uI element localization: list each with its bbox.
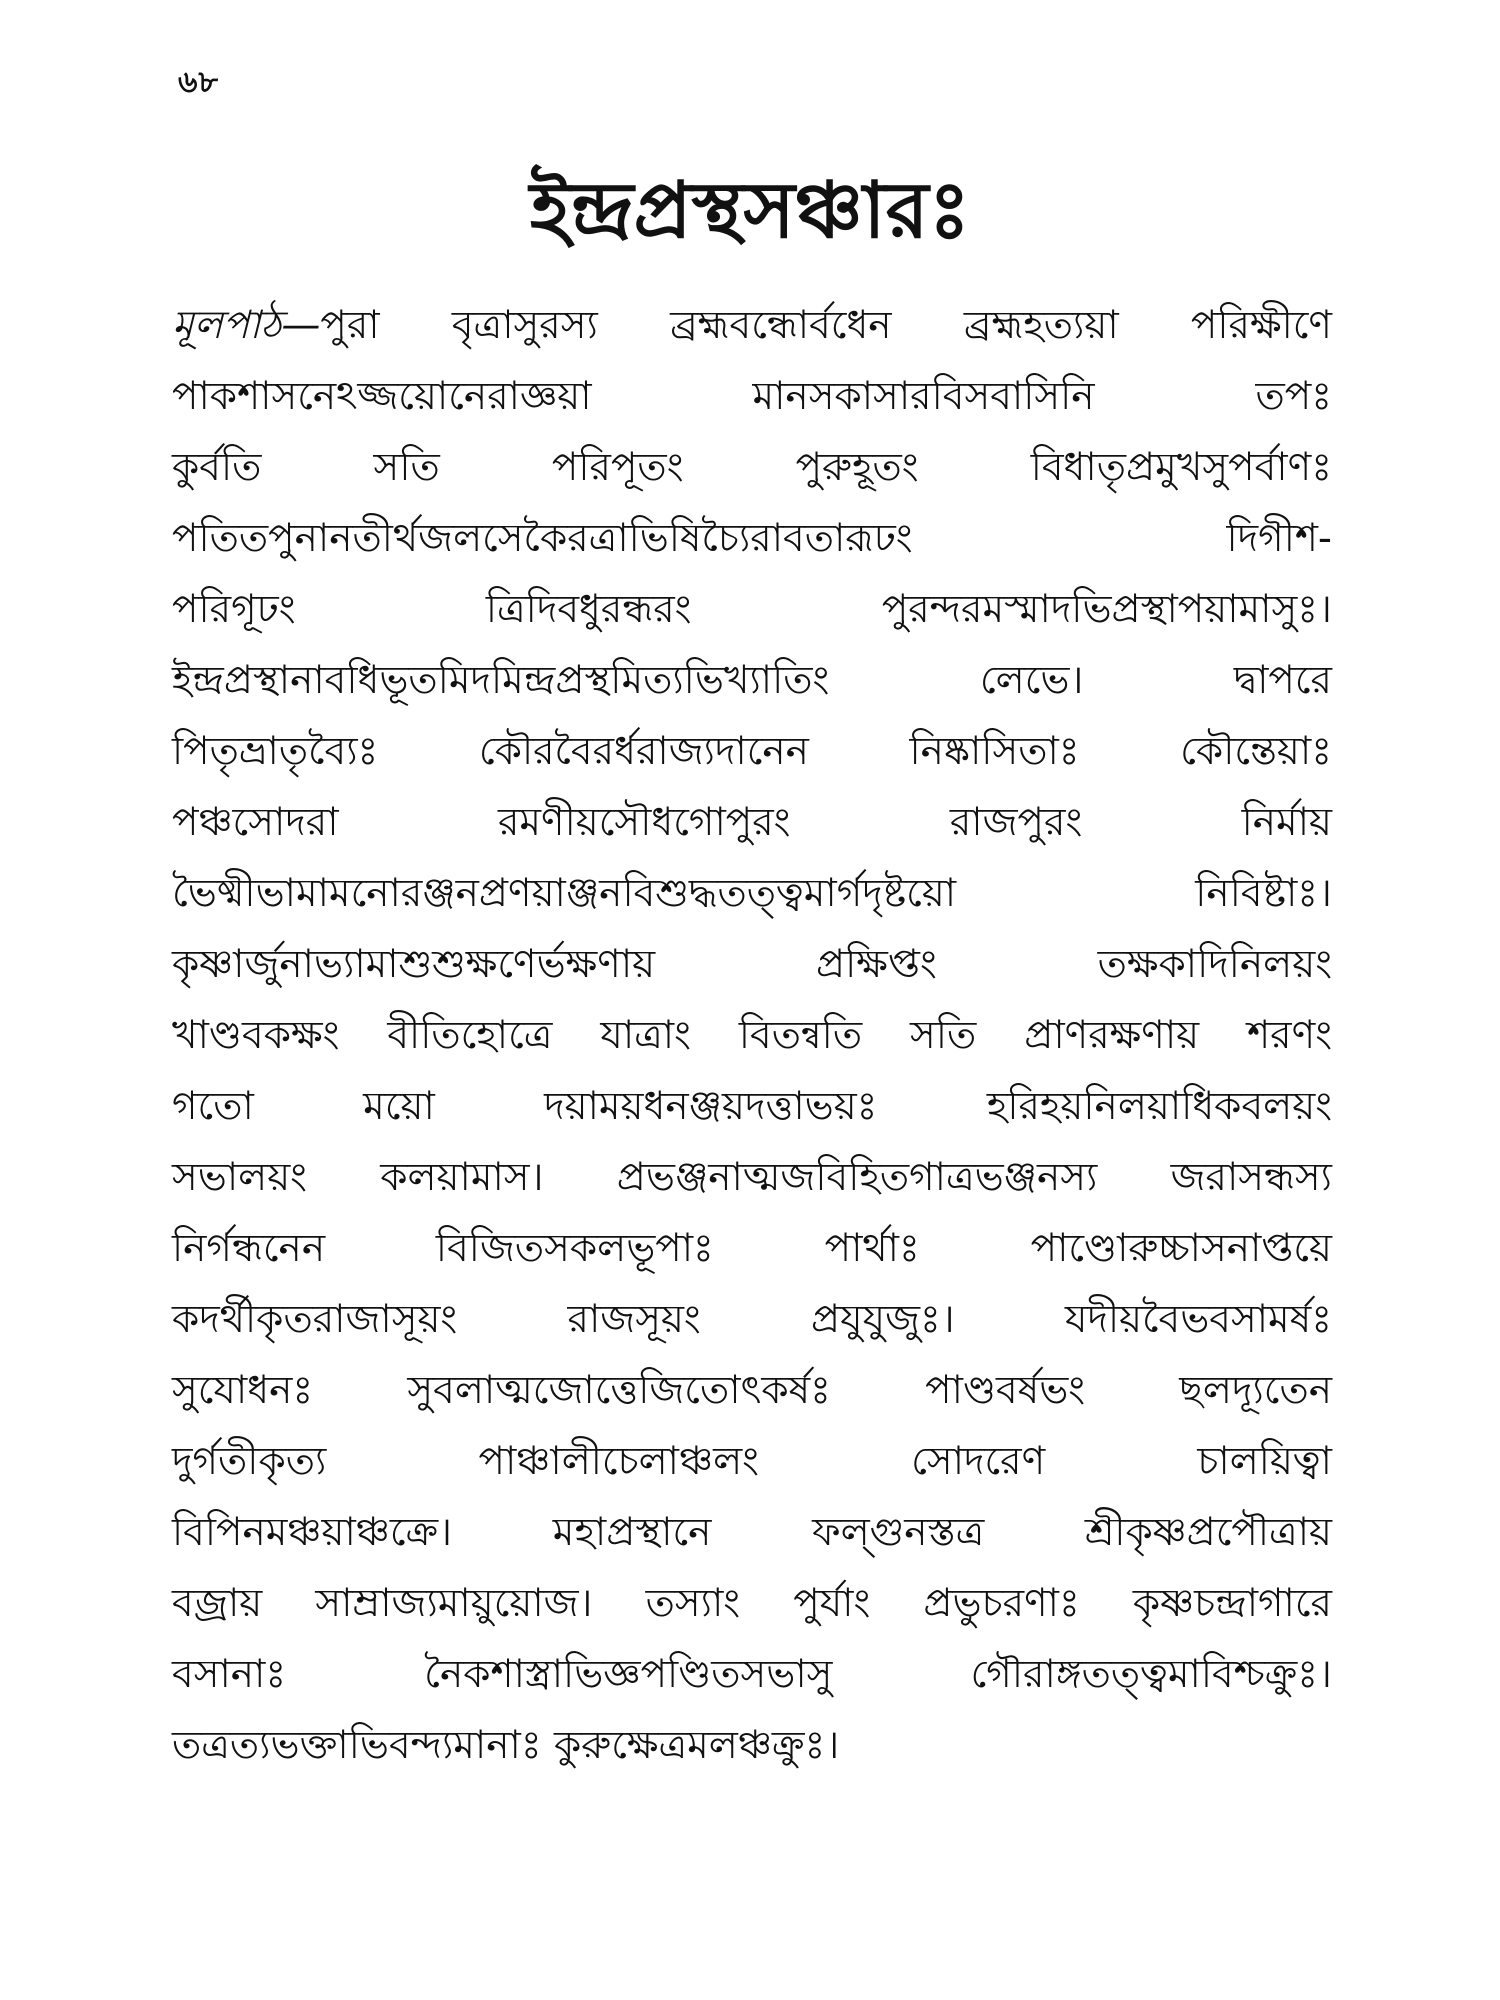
text-line: নির্গন্ধনেন বিজিতসকলভূপাঃ পার্থাঃ পাণ্ডোরুচ্চাসনাপ্তয়ে [172, 1226, 1332, 1271]
mulapatha-label: মূলপাঠ— [172, 303, 321, 348]
text-line: কুর্বতি সতি পরিপূতং পুরুহূতং বিধাতৃপ্রমুখসুপর্বাণঃ [172, 445, 1332, 490]
text-line: বসানাঃ নৈকশাস্ত্রাভিজ্ঞপণ্ডিতসভাসু গৌরাঙ্গতত্ত্বমাবিশ্চক্রুঃ। [172, 1652, 1332, 1697]
text-line: তত্রত্যভক্তাভিবন্দ্যমানাঃ কুরুক্ষেত্রমলঞ্চক্রুঃ। [172, 1723, 840, 1768]
text-line: বজ্রায় সাম্রাজ্যমায়ুয়োজ। তস্যাং পুর্যাং প্রভুচরণাঃ কৃষ্ণচন্দ্রাগারে [172, 1581, 1332, 1626]
text-line: পরিগূঢং ত্রিদিবধুরন্ধরং পুরন্দরমস্মাদভিপ্রস্থাপয়ামাসুঃ। [172, 587, 1332, 632]
text-line: ইন্দ্রপ্রস্থানাবধিভূতমিদমিন্দ্রপ্রস্থমিত্যভিখ্যাতিং লেভে। দ্বাপরে [172, 658, 1332, 703]
text-line: পতিতপুনানতীর্থজলসেকৈরত্রাভিষিচ্যৈরাবতারূঢং দিগীশ- [172, 516, 1332, 561]
text-line: কৃষ্ণার্জুনাভ্যামাশুশুক্ষণের্ভক্ষণায় প্রক্ষিপ্তং তক্ষকাদিনিলয়ং [172, 942, 1332, 987]
text-line-content: পুরা বৃত্রাসুরস্য ব্রহ্মবন্ধোর্বধেন ব্রহ্মহত্যয়া পরিক্ষীণে [320, 303, 1332, 348]
text-line: বিপিনমঞ্চয়াঞ্চক্রে। মহাপ্রস্থানে ফল্গুনস্তত্র শ্রীকৃষ্ণপ্রপৌত্রায় [172, 1510, 1332, 1555]
body-text [172, 290, 1332, 1781]
text-line: খাণ্ডবকক্ষং বীতিহোত্রে যাত্রাং বিতন্বতি সতি প্রাণরক্ষণায় শরণং [172, 1013, 1332, 1058]
text-line: ভৈষ্মীভামামনোরঞ্জনপ্রণয়াঞ্জনবিশুদ্ধতত্ত্বমার্গদৃষ্টয়ো নিবিষ্টাঃ। [172, 871, 1332, 916]
page-number: ৬৮ [178, 65, 219, 100]
text-line: পাকশাসনেঽজ্জয়োনেরাজ্ঞয়া মানসকাসারবিসবাসিনি তপঃ [172, 374, 1332, 419]
text-line: পঞ্চসোদরা রমণীয়সৌধগোপুরং রাজপুরং নির্মায় [172, 800, 1332, 845]
text-line: পিতৃভ্রাতৃব্যৈঃ কৌরবৈরর্ধরাজ্যদানেন নিষ্কাসিতাঃ কৌন্তেয়াঃ [172, 729, 1332, 774]
text-line: সভালয়ং কলয়ামাস। প্রভঞ্জনাত্মজবিহিতগাত্রভঞ্জনস্য জরাসন্ধস্য [172, 1155, 1332, 1200]
text-line [172, 290, 1332, 361]
text-line: কদর্থীকৃতরাজাসূয়ং রাজসূয়ং প্রযুযুজুঃ। যদীয়বৈভবসামর্ষঃ [172, 1297, 1332, 1342]
text-line: সুযোধনঃ সুবলাত্মজোত্তেজিতোৎকর্ষঃ পাণ্ডবর্ষভং ছলদ্যূতেন [172, 1368, 1332, 1413]
text-line: দুর্গতীকৃত্য পাঞ্চালীচেলাঞ্চলং সোদরেণ চালয়িত্বা [172, 1439, 1332, 1484]
text-line: গতো ময়ো দয়াময়ধনঞ্জয়দত্তাভয়ঃ হরিহয়নিলয়াধিকবলয়ং [172, 1084, 1332, 1129]
page-title: ইন্দ্রপ্রস্থসঞ্চারঃ [529, 166, 971, 256]
